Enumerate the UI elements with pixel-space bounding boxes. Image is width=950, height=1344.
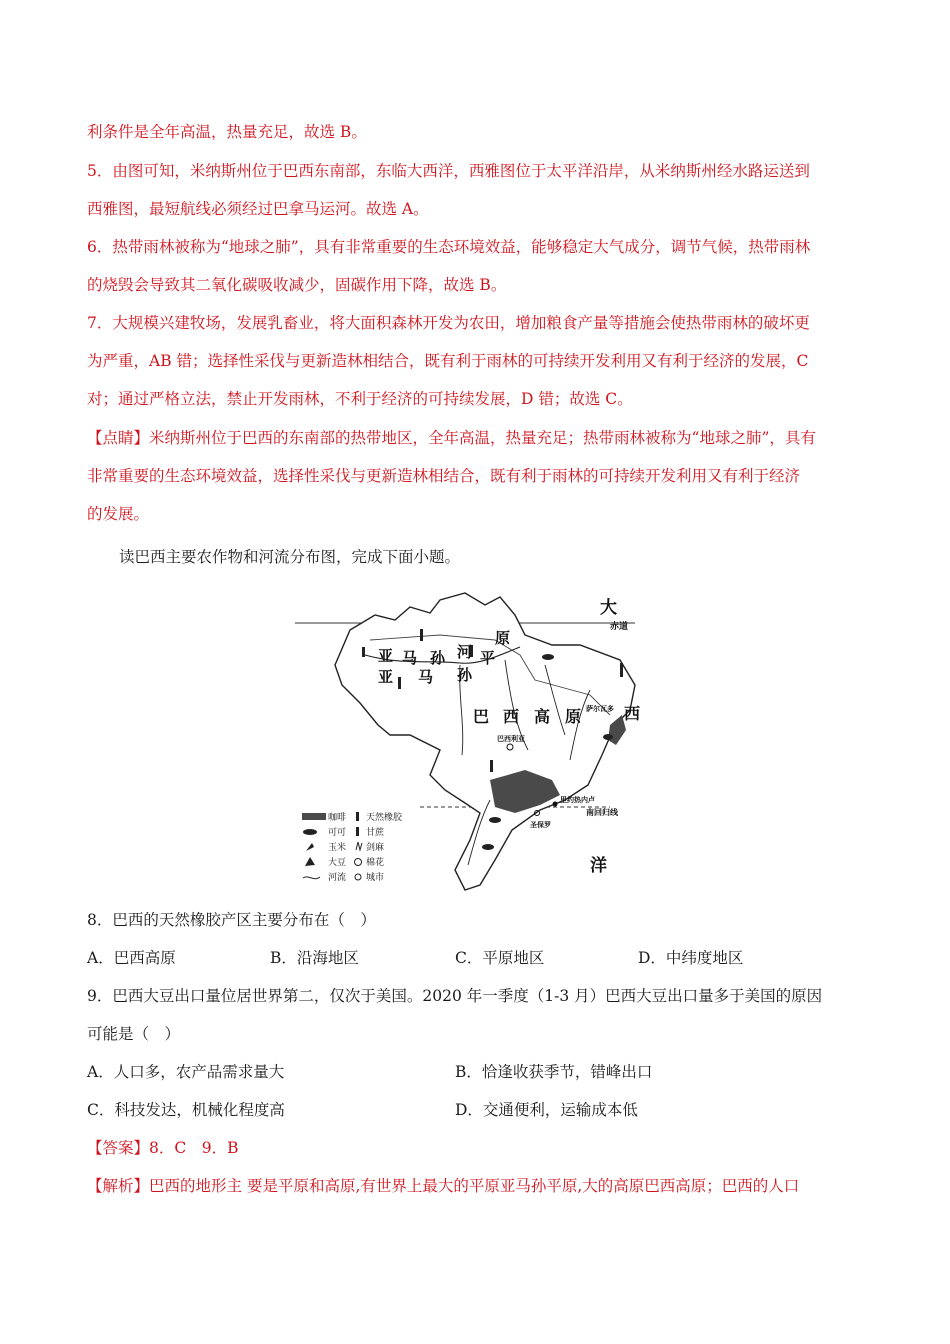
map-label: 亚 <box>378 647 394 665</box>
map-label: 原 <box>565 707 582 726</box>
answer-label: 【答案】 <box>87 1139 150 1157</box>
analysis-line: 6．热带雨林被称为“地球之肺”，具有非常重要的生态环境效益，能够稳定大气成分，调节气候，热带雨林 <box>87 238 811 256</box>
map-label: 亚 <box>378 668 394 686</box>
label-tropic: 南回归线 <box>586 808 618 817</box>
intro-text: 读巴西主要农作物和河流分布图，完成下面小题。 <box>119 548 461 566</box>
label-ocean-xi: 西 <box>624 704 641 723</box>
legend-label: 河流 <box>328 873 347 883</box>
dianjing-label: 【点睛】 <box>87 429 150 447</box>
label-ocean-da: 大 <box>600 598 617 618</box>
q8-option-c: C．平原地区 <box>455 949 545 967</box>
legend-label: 可可 <box>328 828 347 838</box>
corn-icon <box>306 843 314 851</box>
label-salvador: 萨尔瓦多 <box>586 705 614 713</box>
sugarcane-icon <box>356 827 359 836</box>
q8-stem: 8．巴西的天然橡胶产区主要分布在（ ） <box>87 911 376 929</box>
q8-option-b: B．沿海地区 <box>270 949 359 967</box>
legend-label: 咖啡 <box>328 813 347 823</box>
analysis-line: 西雅图，最短航线必须经过巴拿马运河。故选 A。 <box>87 200 429 218</box>
analysis-line: 利条件是全年高温，热量充足，故选 B。 <box>87 123 367 141</box>
analysis-line: 对；通过严格立法，禁止开发雨林，不利于经济的可持续发展，D 错；故选 C。 <box>87 390 633 408</box>
map-label: 原 <box>495 629 511 647</box>
legend-label: 玉米 <box>328 843 347 853</box>
legend-label: 大豆 <box>328 858 347 868</box>
city-icon <box>355 874 361 880</box>
q9-option-c: C．科技发达，机械化程度高 <box>87 1101 285 1119</box>
label-brasilia: 巴西利亚 <box>497 735 525 743</box>
analysis-line: 为严重，AB 错；选择性采伐与更新造林相结合，既有利于雨林的可持续开发利用又有利于经济的发展，C <box>87 352 809 370</box>
rubber-icon <box>356 812 359 821</box>
map-label: 巴 <box>473 707 490 726</box>
city-rio <box>553 802 558 807</box>
legend-label: 剑麻 <box>366 843 385 853</box>
map-label: 平 <box>480 649 496 667</box>
brazil-crop-map <box>290 585 660 895</box>
label-ocean-yang: 洋 <box>590 856 607 876</box>
answer-line <box>87 1137 239 1159</box>
label-rio: 里约热内卢 <box>560 796 595 804</box>
label-equator: 赤道 <box>610 622 629 632</box>
dianjing-text: 米纳斯州位于巴西的东南部的热带地区，全年高温，热量充足；热带雨林被称为“地球之肺”，具有 <box>149 429 816 447</box>
cotton-icon <box>355 859 362 866</box>
map-label: 马 <box>402 649 418 667</box>
map-label: 河 <box>457 643 473 661</box>
legend-label: 天然橡胶 <box>366 813 403 823</box>
q8-option-a: A．巴西高原 <box>87 949 176 967</box>
q9-stem: 可能是（ ） <box>87 1025 181 1043</box>
jiexi-text: 巴西的地形主 要是平原和高原,有世界上最大的平原亚马孙平原,大的高原巴西高原；巴西的人口 <box>149 1177 800 1195</box>
jiexi-label: 【解析】 <box>87 1177 150 1195</box>
q9-option-a: A．人口多，农产品需求量大 <box>87 1063 285 1081</box>
legend-label: 甘蔗 <box>366 828 385 838</box>
map-label: 高 <box>534 707 551 726</box>
sisal-icon <box>356 842 362 850</box>
analysis-line: 5．由图可知，米纳斯州位于巴西东南部，东临大西洋，西雅图位于太平洋沿岸，从米纳斯州经水路运送到 <box>87 162 810 180</box>
map-label: 西 <box>503 707 520 726</box>
map-label: 孙 <box>430 649 446 667</box>
q8-option-d: D．中纬度地区 <box>638 949 744 967</box>
dianjing-line: 的发展。 <box>87 505 150 523</box>
label-saopaulo: 圣保罗 <box>530 821 551 829</box>
q9-option-b: B．恰逢收获季节，错峰出口 <box>455 1063 653 1081</box>
legend-label: 棉花 <box>366 858 385 868</box>
answer-text: 8．C 9．B <box>149 1139 239 1157</box>
map-label: 孙 <box>457 666 473 684</box>
q9-stem: 9．巴西大豆出口量位居世界第二，仅次于美国。2020 年一季度（1-3 月）巴西大豆出口量多于美国的原因 <box>87 987 823 1005</box>
analysis-line: 7．大规模兴建牧场，发展乳畜业，将大面积森林开发为农田，增加粮食产量等措施会使热带雨林的破坏更 <box>87 314 810 332</box>
river-icon <box>303 877 320 879</box>
dianjing-line <box>87 427 816 449</box>
jiexi-line <box>87 1175 799 1197</box>
dianjing-line: 非常重要的生态环境效益，选择性采伐与更新造林相结合，既有利于雨林的可持续开发利用又有利于经济 <box>87 467 801 485</box>
map-label: 马 <box>418 668 434 686</box>
map-legend <box>302 811 403 883</box>
soybean-icon <box>305 857 315 866</box>
cocoa-icon <box>303 829 317 835</box>
analysis-line: 的烧毁会导致其二氧化碳吸收减少，固碳作用下降，故选 B。 <box>87 276 507 294</box>
q9-option-d: D．交通便利，运输成本低 <box>455 1101 638 1119</box>
coffee-icon <box>302 813 326 820</box>
legend-label: 城市 <box>366 873 385 883</box>
